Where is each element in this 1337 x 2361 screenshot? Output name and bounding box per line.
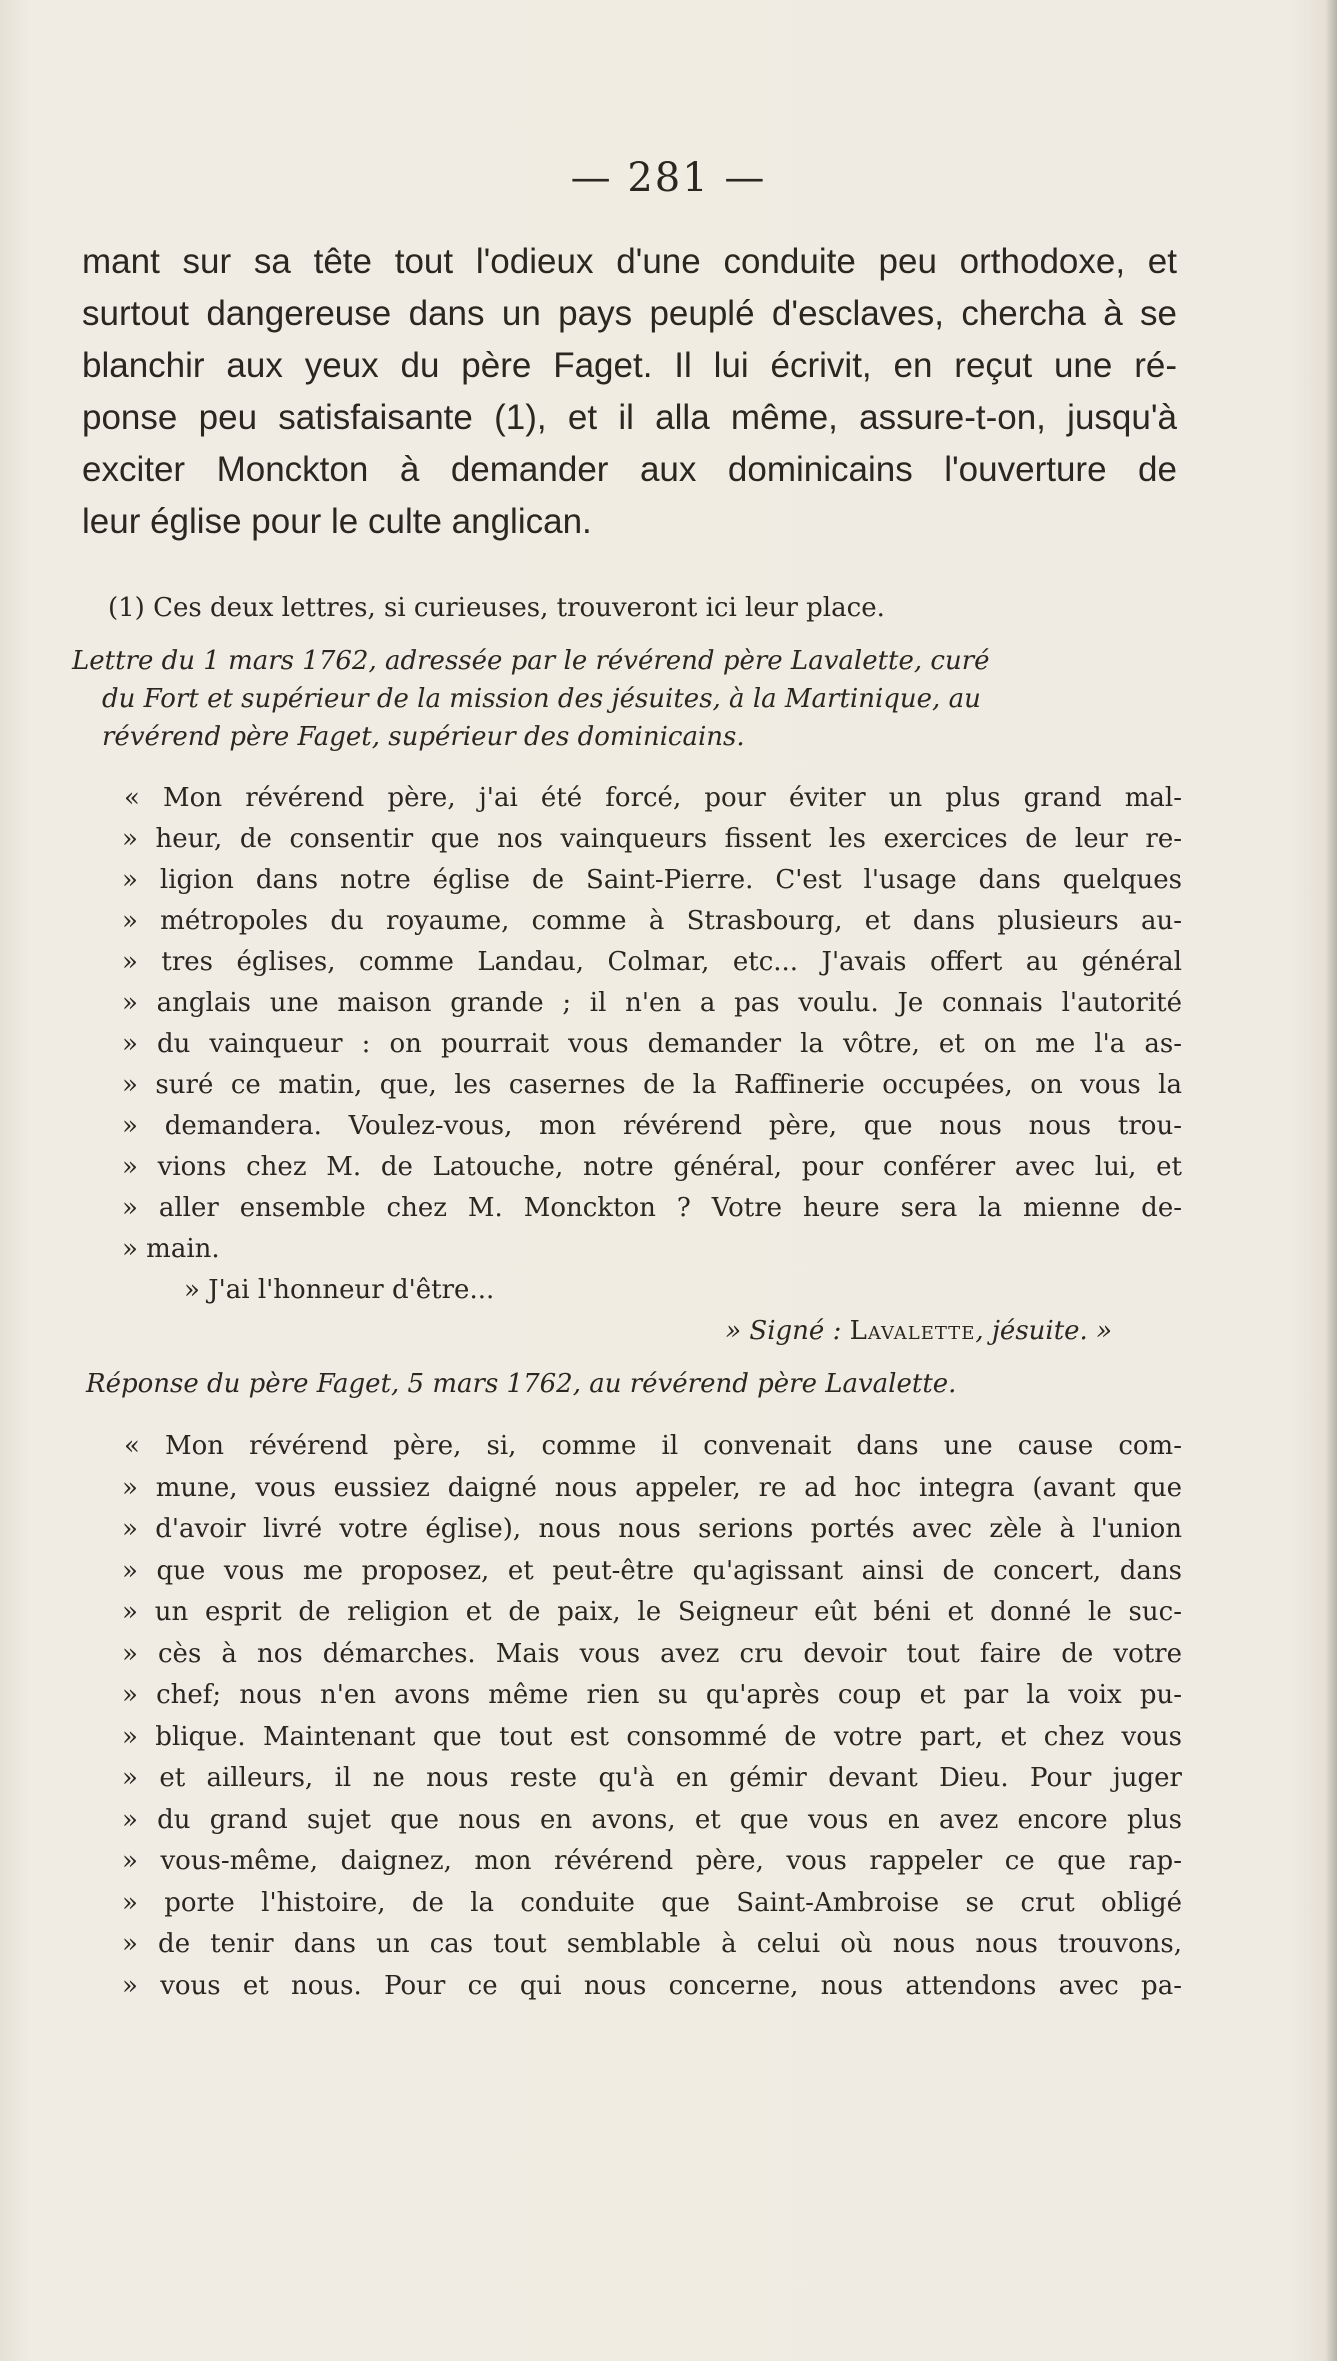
letter-line: » et ailleurs, il ne nous reste qu'à en gémir devant Dieu. Pour juger xyxy=(122,1763,1182,1793)
letter-signature xyxy=(72,1311,1182,1352)
letter-line: » blique. Maintenant que tout est consommé de votre part, et chez vous xyxy=(122,1721,1182,1752)
letter-line: » vions chez M. de Latouche, notre général, pour conférer avec lui, et xyxy=(122,1152,1182,1182)
letter-line: » métropoles du royaume, comme à Strasbourg, et dans plusieurs au- xyxy=(122,906,1182,936)
letter-line: « Mon révérend père, si, comme il convenait dans une cause com- xyxy=(124,1431,1182,1461)
letter-line: » un esprit de religion et de paix, le Seigneur eût béni et donné le suc- xyxy=(122,1597,1182,1627)
signature-name: Lavalette xyxy=(849,1316,976,1346)
caption-line: du Fort et supérieur de la mission des jésuites, à la Martinique, au xyxy=(102,684,981,714)
page-edge-shadow xyxy=(1325,0,1337,2361)
letter-line: » chef; nous n'en avons même rien su qu'après coup et par la voix pu- xyxy=(122,1680,1182,1710)
letter-line: « Mon révérend père, j'ai été forcé, pour éviter un plus grand mal- xyxy=(124,783,1182,813)
letter-line: » anglais une maison grande ; il n'en a pas voulu. Je connais l'autorité xyxy=(122,988,1182,1018)
letter-line: » ligion dans notre église de Saint-Pierre. C'est l'usage dans quelques xyxy=(122,865,1182,895)
letter-line: » cès à nos démarches. Mais vous avez cru devoir tout faire de votre xyxy=(122,1638,1182,1669)
letter-line: » d'avoir livré votre église), nous nous serions portés avec zèle à l'union xyxy=(122,1514,1182,1544)
letter-line: » main. xyxy=(122,1234,220,1264)
body-line: blanchir aux yeux du père Faget. Il lui écrivit, en reçut une ré- xyxy=(82,346,1177,385)
letter-line: » tres églises, comme Landau, Colmar, etc... J'avais offert au général xyxy=(122,947,1182,977)
letter-line: » vous-même, daignez, mon révérend père, vous rappeler ce que rap- xyxy=(122,1846,1182,1876)
letter-line: » aller ensemble chez M. Monckton ? Votre heure sera la mienne de- xyxy=(122,1193,1182,1223)
letter-line: » de tenir dans un cas tout semblable à celui où nous nous trouvons, xyxy=(122,1929,1182,1959)
body-line: leur église pour le culte anglican. xyxy=(82,502,592,541)
letter2-body xyxy=(72,1426,1182,2007)
letter-closing: » J'ai l'honneur d'être... xyxy=(184,1275,495,1305)
letter-line: » suré ce matin, que, les casernes de la Raffinerie occupées, on vous la xyxy=(122,1070,1182,1100)
signature-prefix: » Signé : xyxy=(725,1316,850,1346)
footnote-section xyxy=(72,586,1182,2007)
letter1-caption xyxy=(72,642,1182,756)
letter-line: » demandera. Voulez-vous, mon révérend père, que nous nous trou- xyxy=(122,1111,1182,1141)
letter-line: » mune, vous eussiez daigné nous appeler, re ad hoc integra (avant que xyxy=(122,1472,1182,1503)
body-line: surtout dangereuse dans un pays peuplé d'esclaves, chercha à se xyxy=(82,294,1177,333)
main-paragraph xyxy=(82,236,1177,548)
letter-line: » heur, de consentir que nos vainqueurs fissent les exercices de leur re- xyxy=(122,824,1182,854)
body-line: exciter Monckton à demander aux dominicains l'ouverture de xyxy=(82,450,1177,489)
body-line: ponse peu satisfaisante (1), et il alla même, assure-t-on, jusqu'à xyxy=(82,398,1177,437)
letter-line: » du grand sujet que nous en avons, et que vous en avez encore plus xyxy=(122,1804,1182,1835)
caption-line: révérend père Faget, supérieur des dominicains. xyxy=(102,722,745,752)
signature-suffix: , jésuite. » xyxy=(975,1316,1112,1346)
letter-line: » du vainqueur : on pourrait vous demander la vôtre, et on me l'a as- xyxy=(122,1029,1182,1059)
letter2-caption: Réponse du père Faget, 5 mars 1762, au révérend père Lavalette. xyxy=(86,1369,957,1399)
letter-line: » porte l'histoire, de la conduite que Saint-Ambroise se crut obligé xyxy=(122,1887,1182,1918)
footnote-intro: (1) Ces deux lettres, si curieuses, trouveront ici leur place. xyxy=(108,593,885,623)
letter-line: » que vous me proposez, et peut-être qu'agissant ainsi de concert, dans xyxy=(122,1555,1182,1586)
caption-line: Lettre du 1 mars 1762, adressée par le révérend père Lavalette, curé xyxy=(72,646,990,676)
letter1-body xyxy=(72,778,1182,1352)
letter-line: » vous et nous. Pour ce qui nous concerne, nous attendons avec pa- xyxy=(122,1970,1182,2001)
body-line: mant sur sa tête tout l'odieux d'une conduite peu orthodoxe, et xyxy=(82,242,1177,281)
page-number: — 281 — xyxy=(570,155,767,201)
